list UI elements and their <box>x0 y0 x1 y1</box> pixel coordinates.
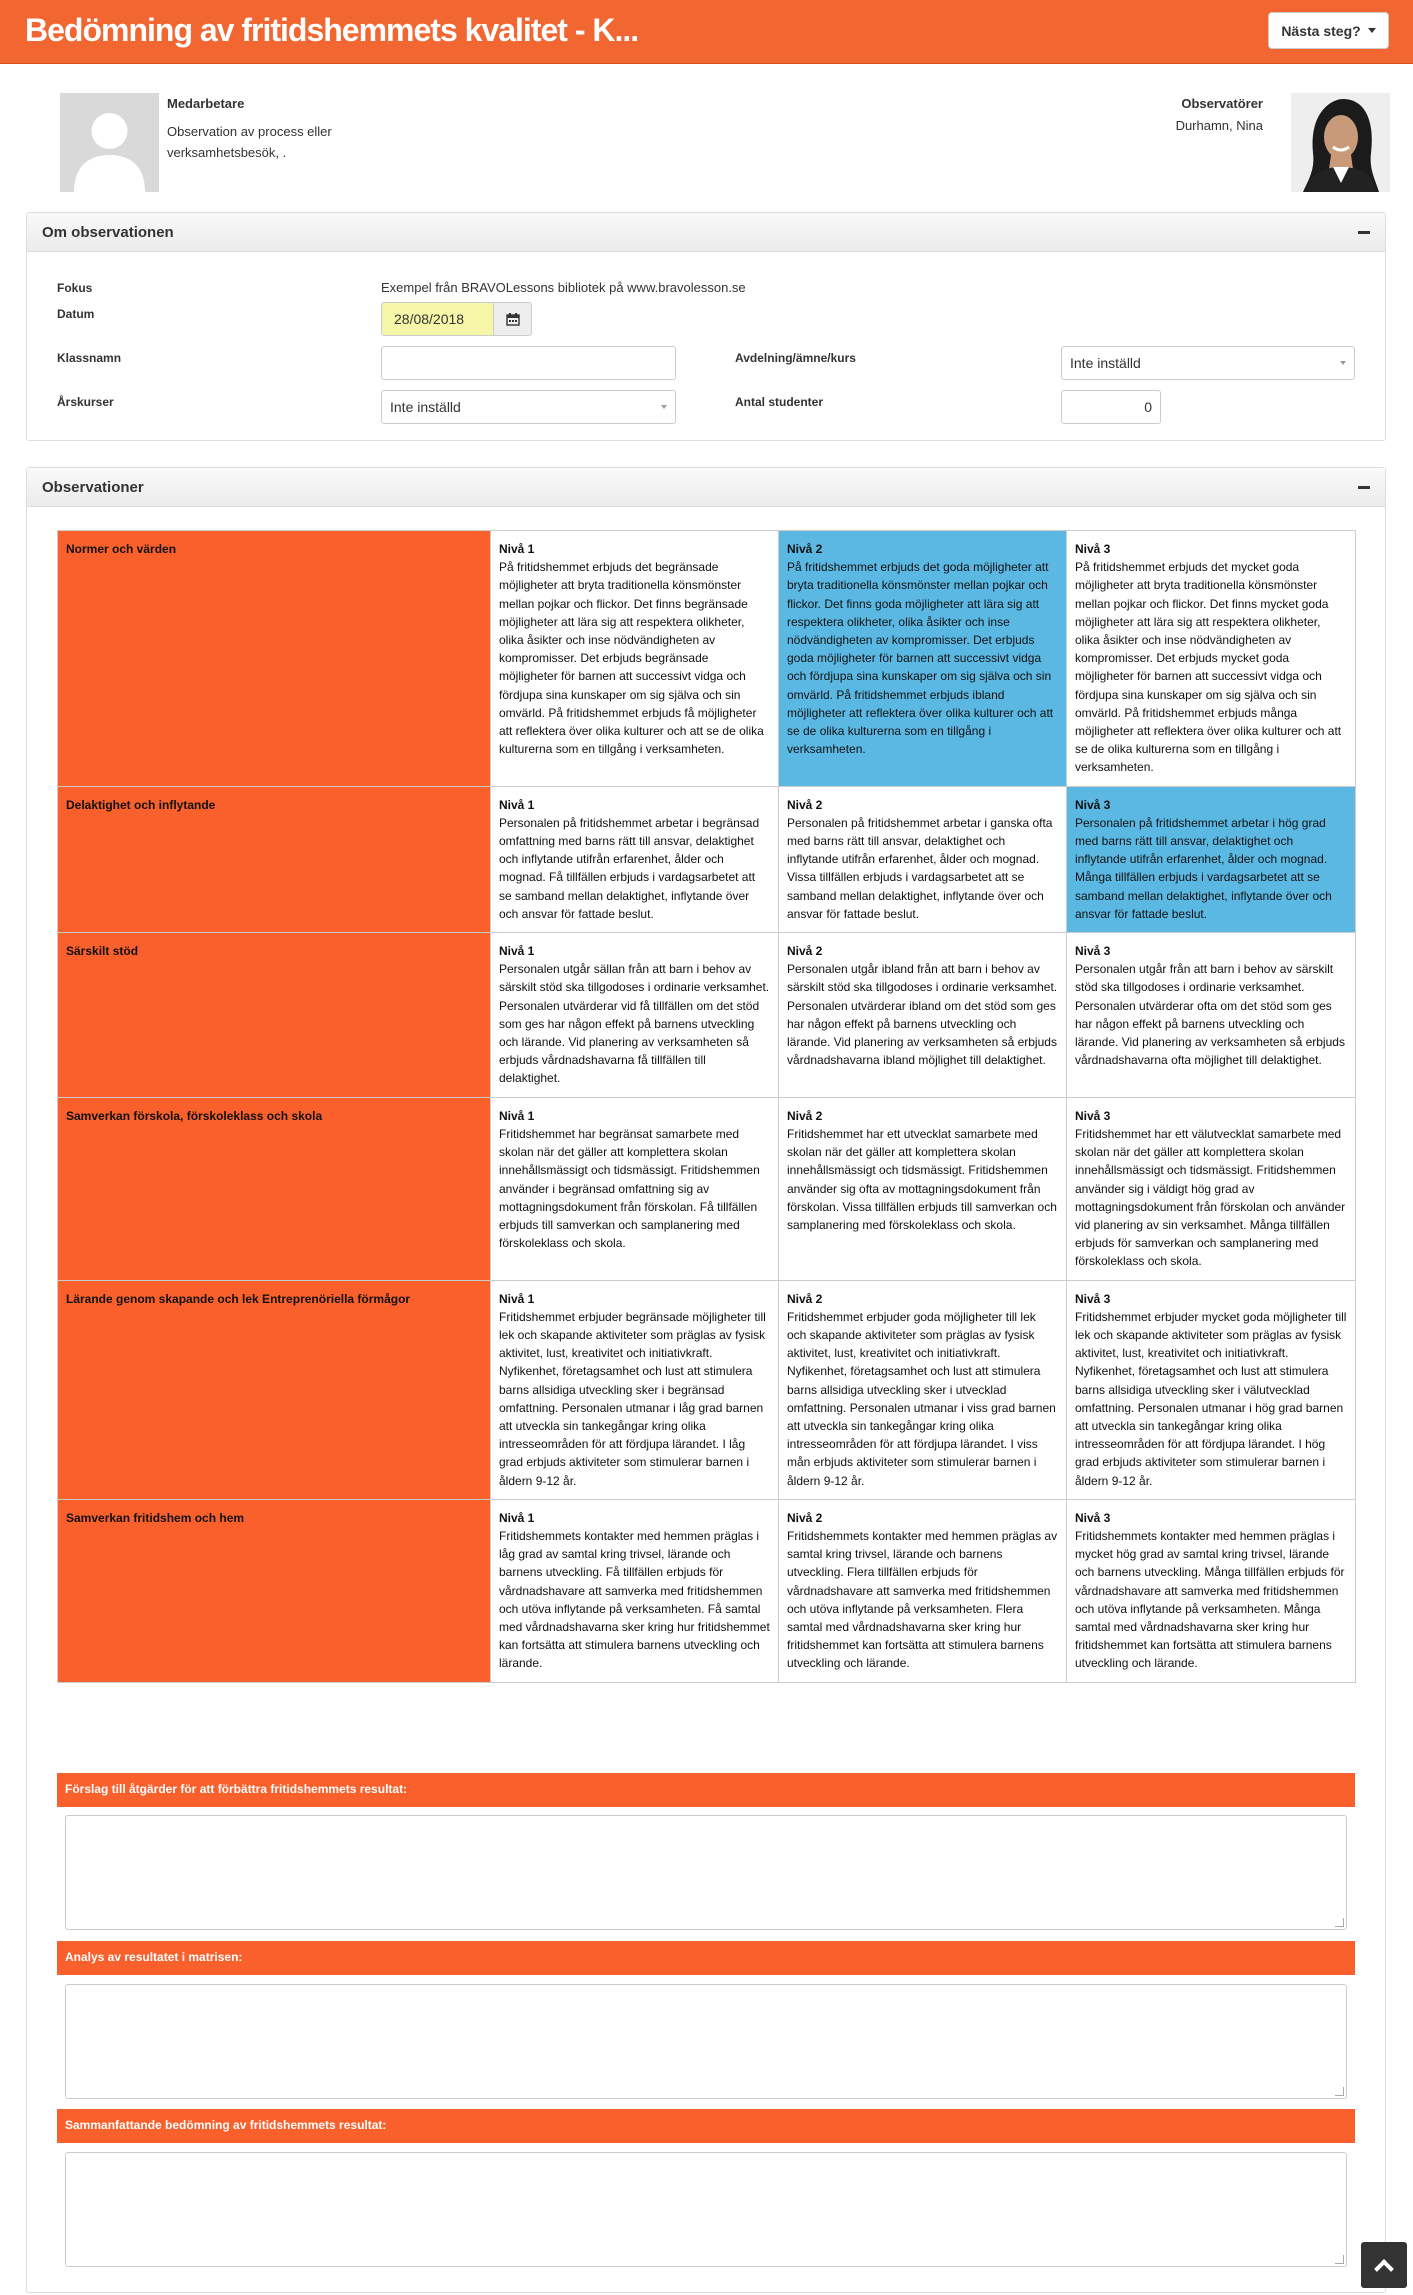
level-cell[interactable] <box>779 531 1067 787</box>
user-placeholder-icon <box>60 93 159 192</box>
students-value: 0 <box>1144 399 1152 415</box>
level-cell[interactable] <box>491 531 779 787</box>
level-description: Fritidshemmet har ett välutvecklat samarbete med skolan när det gäller att komplettera skolan innehållsmässigt och tidsmässigt. Fritidshemmen använder sig i väldigt hög grad av mottagningsdokument från förskolan och använder vid planering av sin verksamhet. Många tillfällen erbjuds för samverkan och samplanering med förskoleklass och skola. <box>1075 1126 1346 1269</box>
employee-heading: Medarbetare <box>167 96 245 111</box>
top-bar <box>0 0 1413 64</box>
level-description: Fritidshemmet har ett utvecklat samarbete med skolan när det gäller att komplettera skolan innehållsmässigt och tidsmässigt. Fritidshemmen använder sig ofta av mottagningsdokument från förskolan. Vissa tillfällen erbjuds till samverkan och samplanering med förskoleklass och skola. <box>787 1126 1057 1232</box>
level-cell[interactable] <box>1067 1280 1356 1499</box>
level-cell[interactable] <box>779 933 1067 1098</box>
observer-avatar <box>1291 93 1390 192</box>
department-value: Inte inställd <box>1070 355 1141 371</box>
observation-matrix <box>57 530 1356 1683</box>
matrix-row <box>58 531 1356 787</box>
level-label: Nivå 3 <box>1075 797 1111 812</box>
matrix-row <box>58 786 1356 932</box>
level-description: På fritidshemmet erbjuds det mycket goda möjligheter att bryta traditionella könsmönster mellan pojkar och flickor. Det finns mycket goda möjligheter att lära sig att respektera olikheter, olika åsikter och inse nödvändigheten av kompromisser. Det erbjuds mycket goda möjligheter för barnen att successivt vidga och fördjupa sina kunskaper om sig själva och sin omvärld. På fritidshemmet erbjuds många möjligheter att reflektera över olika kulturer och att se de olika kulturerna som en tillgång i verksamheten. <box>1075 560 1342 775</box>
matrix-row <box>58 1280 1356 1499</box>
about-observation-title: Om observationen <box>42 223 174 241</box>
students-label: Antal studenter <box>735 395 824 409</box>
level-description: Personalen utgår sällan från att barn i behov av särskilt stöd ska tillgodoses i ordinarie verksamhet. Personalen utvärderar vid få tillfällen om det stöd som ges har någon effekt på barnens utveckling och lärande. Vid planering av verksamheten så erbjuds vårdnadshavarna få tillfällen till delaktighet. <box>499 962 770 1086</box>
category-label: Delaktighet och inflytande <box>58 786 491 932</box>
level-description: Personalen på fritidshemmet arbetar i ganska ofta med barns rätt till ansvar, delaktighet och inflytande utifrån erfarenhet, ålder och mognad. Vissa tillfällen erbjuds i vardagsarbetet att se samband mellan delaktighet, inflytande över och ansvar för fattade beslut. <box>787 815 1053 921</box>
scroll-top-button[interactable] <box>1361 2242 1407 2288</box>
level-description: Fritidshemmets kontakter med hemmen präglas i låg grad av samtal kring trivsel, lärande och barnens utveckling. Få tillfällen erbjuds för vårdnadshavare att samverka med fritidshemmen och utöva inflytande på verksamheten. Få samtal med vårdnadshavarna sker kring hur fritidshemmet kan fortsätta att stimulera barnens utveckling och lärande. <box>499 1528 770 1671</box>
level-label: Nivå 3 <box>1075 1510 1111 1525</box>
level-description: Personalen utgår ibland från att barn i behov av särskilt stöd ska tillgodoses i ordinarie verksamhet. Personalen utvärderar ibland om det stöd som ges har någon effekt på barnens utveckling och lärande. Vid planering av verksamheten så erbjuds vårdnadshavarna ibland möjlighet till delaktighet. <box>787 962 1058 1068</box>
level-cell[interactable] <box>779 1499 1067 1682</box>
level-label: Nivå 1 <box>499 1510 535 1525</box>
level-label: Nivå 1 <box>499 1108 535 1123</box>
level-description: Fritidshemmets kontakter med hemmen präglas i mycket hög grad av samtal kring trivsel, lärande och barnens utveckling. Många tillfällen erbjuds för vårdnadshavare att samverka med fritidshemmen och utöva inflytande på verksamheten. Många samtal med vårdnadshavarna sker kring hur fritidshemmet kan fortsätta att stimulera barnens utveckling och lärande. <box>1075 1528 1345 1671</box>
level-cell[interactable] <box>491 933 779 1098</box>
focus-value: Exempel från BRAVOLessons bibliotek på www.bravolesson.se <box>381 280 746 295</box>
next-step-button[interactable] <box>1268 12 1389 49</box>
caret-down-icon <box>661 405 667 409</box>
focus-label: Fokus <box>57 281 93 295</box>
summary-textarea[interactable] <box>65 2152 1347 2267</box>
section-title: Analys av resultatet i matrisen: <box>57 1941 1355 1975</box>
level-description: På fritidshemmet erbjuds det goda möjligheter att bryta traditionella könsmönster mellan pojkar och flickor. Det finns goda möjligheter att lära sig att respektera olikheter, olika åsikter och inse nödvändigheten av kompromisser. Det erbjuds goda möjligheter för barnen att successivt vidga och fördjupa sina kunskaper om sig själva och sin omvärld. På fritidshemmet erbjuds ibland möjligheter att reflektera över olika kulturer och att se de olika kulturerna som en tillgång i verksamheten. <box>787 560 1054 757</box>
next-step-label: Nästa steg? <box>1281 22 1361 39</box>
section-title: Sammanfattande bedömning av fritidshemmets resultat: <box>57 2109 1355 2143</box>
level-cell[interactable] <box>1067 1097 1356 1280</box>
actions-textarea[interactable] <box>65 1815 1347 1930</box>
collapse-icon[interactable] <box>1358 486 1370 489</box>
level-cell[interactable] <box>1067 1499 1356 1682</box>
level-label: Nivå 3 <box>1075 1108 1111 1123</box>
level-description: Fritidshemmet har begränsat samarbete med skolan när det gäller att komplettera skolan innehållsmässigt och tidsmässigt. Fritidshemmen använder i begränsad omfattning sig av mottagningsdokument från förskolan. Få tillfällen erbjuds till samverkan och samplanering med förskoleklass och skola. <box>499 1126 760 1251</box>
level-label: Nivå 3 <box>1075 944 1111 959</box>
level-label: Nivå 1 <box>499 797 535 812</box>
caret-down-icon <box>1368 28 1376 33</box>
year-value: Inte inställd <box>390 399 461 415</box>
about-observation-header[interactable] <box>27 213 1385 252</box>
class-input[interactable] <box>381 346 676 380</box>
category-label: Samverkan förskola, förskoleklass och skola <box>58 1097 491 1280</box>
level-description: Personalen på fritidshemmet arbetar i begränsad omfattning med barns rätt till ansvar, delaktighet och inflytande utifrån erfarenhet, ålder och mognad. Få tillfällen erbjuds i vardagsarbetet att se samband mellan delaktighet, inflytande över och ansvar för fattade beslut. <box>499 815 760 921</box>
level-label: Nivå 1 <box>499 944 535 959</box>
department-select[interactable] <box>1061 346 1355 380</box>
level-label: Nivå 2 <box>787 1510 823 1525</box>
date-label: Datum <box>57 307 95 321</box>
level-label: Nivå 2 <box>787 1291 823 1306</box>
level-description: På fritidshemmet erbjuds det begränsade möjligheter att bryta traditionella könsmönster mellan pojkar och flickor. Det finns begränsade möjligheter att lära sig att respektera olikheter, olika åsikter och inse nödvändigheten av kompromisser. Det erbjuds begränsade möjligheter för barnen att successivt vidga och fördjupa sina kunskaper om sig själva och sin omvärld. På fritidshemmet erbjuds få möjligheter att reflektera över olika kulturer och att se de olika kulturerna som en tillgång i verksamheten. <box>499 560 764 757</box>
category-label: Lärande genom skapande och lek Entreprenöriella förmågor <box>58 1280 491 1499</box>
level-description: Fritidshemmet erbjuder goda möjligheter till lek och skapande aktiviteter som präglas av fysisk aktivitet, lust, kreativitet och initiativkraft. Nyfikenhet, företagsamhet och lust att stimulera barns allsidiga utveckling sker i utvecklad omfattning. Personalen utmanar i viss grad barnen att utveckla sin tankegångar kring olika intresseområden för att fördjupa lärandet. I viss mån erbjuds aktiviteter som stimulerar barnen i åldern 9-12 år. <box>787 1309 1056 1488</box>
level-cell[interactable] <box>491 1280 779 1499</box>
level-cell[interactable] <box>1067 531 1356 787</box>
employee-subtitle: Observation av process eller verksamhetsbesök, . <box>167 124 332 160</box>
level-label: Nivå 2 <box>787 542 823 556</box>
level-description: Fritidshemmet erbjuder begränsade möjligheter till lek och skapande aktiviteter som präglas av fysisk aktivitet, lust, kreativitet och initiativkraft. Nyfikenhet, företagsamhet och lust att stimulera barns allsidiga utveckling sker i begränsad omfattning. Personalen utmanar i låg grad barnen att utveckla sin tankegångar kring olika intresseområden för att fördjupa lärandet. I låg grad erbjuds aktiviteter som stimulerar barnen i åldern 9-12 år. <box>499 1309 766 1488</box>
matrix-row <box>58 933 1356 1098</box>
level-cell[interactable] <box>1067 933 1356 1098</box>
level-description: Personalen utgår från att barn i behov av särskilt stöd ska tillgodoses i ordinarie verksamhet. Personalen utvärderar ofta om det stöd som ges har någon effekt på barnens utveckling och lärande. Vid planering av verksamheten så erbjuds vårdnadshavarna ofta möjlighet till delaktighet. <box>1075 962 1345 1068</box>
level-description: Fritidshemmets kontakter med hemmen präglas av samtal kring trivsel, lärande och barnens utveckling. Flera tillfällen erbjuds för vårdnadshavare att samverka med fritidshemmen och utöva inflytande på verksamheten. Flera samtal med vårdnadshavarna sker kring hur fritidshemmet kan fortsätta att stimulera barnens utveckling och lärande. <box>787 1528 1058 1671</box>
about-observation-panel <box>26 212 1386 441</box>
level-cell[interactable] <box>491 1499 779 1682</box>
collapse-icon[interactable] <box>1358 231 1370 234</box>
level-cell[interactable] <box>491 786 779 932</box>
observer-name: Durhamn, Nina <box>1175 118 1263 133</box>
level-label: Nivå 2 <box>787 1108 823 1123</box>
category-label: Samverkan fritidshem och hem <box>58 1499 491 1682</box>
level-cell[interactable] <box>491 1097 779 1280</box>
employee-avatar <box>60 93 159 192</box>
date-value: 28/08/2018 <box>394 311 465 327</box>
date-input[interactable] <box>381 302 494 336</box>
level-cell[interactable] <box>1067 786 1356 932</box>
level-label: Nivå 1 <box>499 1291 535 1306</box>
observers-heading: Observatörer <box>1181 96 1263 111</box>
category-label: Särskilt stöd <box>58 933 491 1098</box>
department-label: Avdelning/ämne/kurs <box>735 351 856 365</box>
year-select[interactable] <box>381 390 676 424</box>
level-label: Nivå 1 <box>499 542 535 556</box>
observations-title: Observationer <box>42 478 144 496</box>
level-label: Nivå 3 <box>1075 542 1111 556</box>
matrix-row <box>58 1499 1356 1682</box>
level-description: Fritidshemmet erbjuder mycket goda möjligheter till lek och skapande aktiviteter som präglas av fysisk aktivitet, lust, kreativitet och initiativkraft. Nyfikenhet, företagsamhet och lust att stimulera barns allsidiga utveckling sker i välutvecklad omfattning. Personalen utmanar i hög grad barnen att utveckla sin tankegångar kring olika intresseområden för att fördjupa lärandet. I hög grad erbjuds aktiviteter som stimulerar barnen i åldern 9-12 år. <box>1075 1309 1347 1488</box>
level-description: Personalen på fritidshemmet arbetar i hög grad med barns rätt till ansvar, delaktighet och inflytande utifrån erfarenhet, ålder och mognad. Många tillfällen erbjuds i vardagsarbetet att se samband mellan delaktighet, inflytande över och ansvar för fattade beslut. <box>1075 815 1332 921</box>
matrix-row <box>58 1097 1356 1280</box>
section-title: Förslag till åtgärder för att förbättra fritidshemmets resultat: <box>57 1773 1355 1807</box>
calendar-button[interactable] <box>493 302 532 336</box>
category-label: Normer och värden <box>58 531 491 787</box>
page-title: Bedömning av fritidshemmets kvalitet - K... <box>25 12 639 48</box>
level-label: Nivå 2 <box>787 944 823 959</box>
students-input[interactable] <box>1061 390 1161 424</box>
analysis-textarea[interactable] <box>65 1984 1347 2099</box>
year-label: Årskurser <box>57 395 114 409</box>
calendar-icon <box>506 312 520 326</box>
caret-down-icon <box>1340 361 1346 365</box>
level-label: Nivå 2 <box>787 797 823 812</box>
observations-header[interactable] <box>27 468 1385 507</box>
class-label: Klassnamn <box>57 351 122 365</box>
scroll-top-icon <box>1374 2259 1394 2279</box>
level-cell[interactable] <box>779 1280 1067 1499</box>
level-label: Nivå 3 <box>1075 1291 1111 1306</box>
level-cell[interactable] <box>779 1097 1067 1280</box>
level-cell[interactable] <box>779 786 1067 932</box>
